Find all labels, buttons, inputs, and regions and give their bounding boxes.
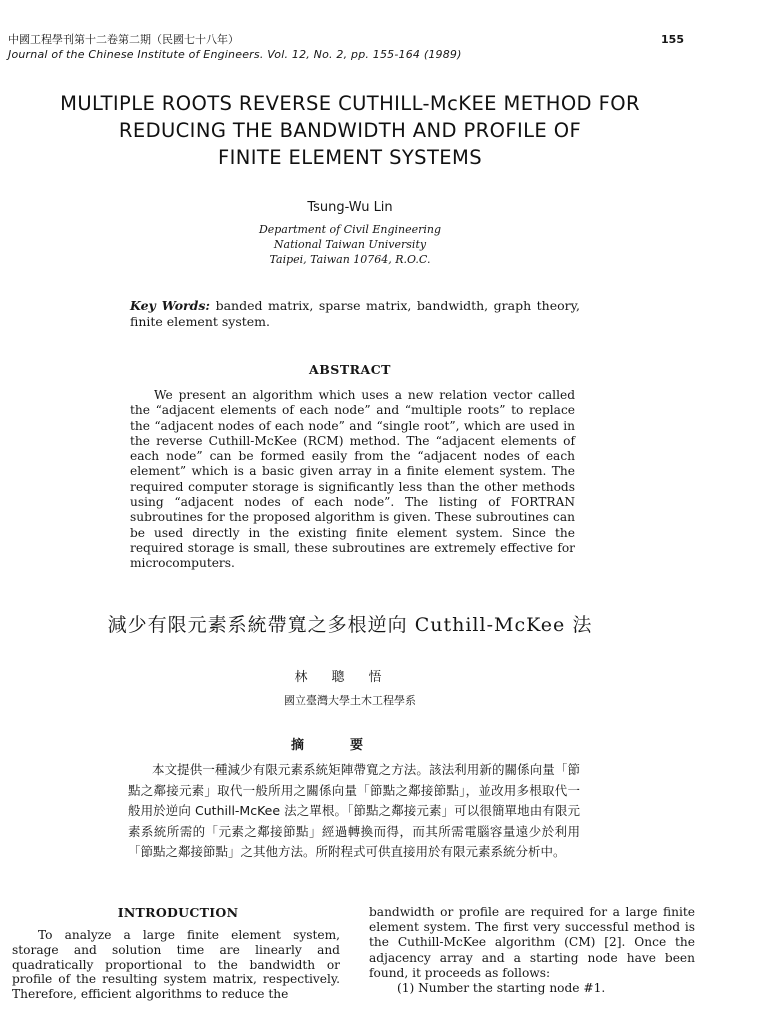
keywords-label: Key Words: bbox=[130, 298, 211, 313]
abstract-text: We present an algorithm which uses a new relation vector called the “adjacent elements of each node” and “multiple roots” to replace the “adjacent nodes of each node” and “single root”, which are used in the reverse Cuthill-McKee (RCM) method. The “adjacent elements of each node” can be formed easily from the “adjacent nodes of each element” which is a basic given array in a finite element system. The required computer storage is significantly less than the other methods using “adjacent nodes of each node”. The listing of FORTRAN subroutines for the proposed algorithm is given. These subroutines can be used directly in the existing finite element system. Since the required storage is small, these subroutines are extremely effective for microcomputers. bbox=[130, 388, 575, 571]
journal-name-chinese: 中國工程學刊第十二卷第二期（民國七十八年） bbox=[8, 33, 239, 46]
title-line: FINITE ELEMENT SYSTEMS bbox=[218, 146, 482, 169]
introduction-right-column bbox=[369, 905, 695, 996]
affiliation-line: Taipei, Taiwan 10764, R.O.C. bbox=[269, 253, 431, 266]
chinese-affiliation: 國立臺灣大學土木工程學系 bbox=[284, 694, 416, 707]
journal-header bbox=[8, 32, 462, 62]
journal-citation: Journal of the Chinese Institute of Engineers. Vol. 12, No. 2, pp. 155-164 (1989) bbox=[8, 48, 462, 61]
introduction-heading: INTRODUCTION bbox=[117, 905, 239, 920]
introduction-left-column: To analyze a large finite element system, storage and solution time are linearly and quadratically proportional to the bandwidth or profile of the resulting system matrix, respectively. Therefore, efficient algorithms to reduce the bbox=[12, 928, 340, 1002]
chinese-abstract-heading: 摘要 bbox=[290, 738, 409, 753]
abstract-heading: ABSTRACT bbox=[309, 362, 391, 377]
author-affiliation bbox=[0, 222, 700, 267]
introduction-right-text: bandwidth or profile are required for a large finite element system. The first very successful method is the Cuthill-McKee algorithm (CM) [2]. Once the adjacency array and a starting node have been found, it proceeds as follows: bbox=[369, 905, 695, 980]
chinese-title: 減少有限元素系統帶寬之多根逆向 Cuthill-McKee 法 bbox=[107, 614, 593, 636]
keywords bbox=[130, 298, 580, 330]
chinese-author-name: 林聰悟 bbox=[294, 670, 406, 685]
chinese-abstract-text: 本文提供一種減少有限元素系統矩陣帶寬之方法。該法利用新的關係向量「節點之鄰接元素」取代一般所用之關係向量「節點之鄰接節點」，並改用多根取代一般用於逆向 Cuthill-McKee 法之單根。「節點之鄰接元素」可以很簡單地由有限元素系統所需的「元素之鄰接節點」經過轉換而得，而其所需電腦容量遠少於利用「節點之鄰接節點」之其他方法。所附程式可供直接用於有限元素系統分析中。 bbox=[128, 762, 580, 859]
algorithm-step-1: (1) Number the starting node #1. bbox=[397, 981, 606, 996]
author-name: Tsung-Wu Lin bbox=[307, 200, 393, 215]
keywords-text: banded matrix, sparse matrix, bandwidth, graph theory, finite element system. bbox=[130, 298, 580, 329]
affiliation-line: National Taiwan University bbox=[273, 238, 427, 251]
title-line: MULTIPLE ROOTS REVERSE CUTHILL-McKEE METHOD FOR bbox=[60, 92, 640, 115]
title-line: REDUCING THE BANDWIDTH AND PROFILE OF bbox=[118, 119, 582, 142]
page-number: 155 bbox=[661, 33, 684, 46]
paper-title bbox=[0, 90, 700, 171]
affiliation-line: Department of Civil Engineering bbox=[258, 223, 442, 236]
